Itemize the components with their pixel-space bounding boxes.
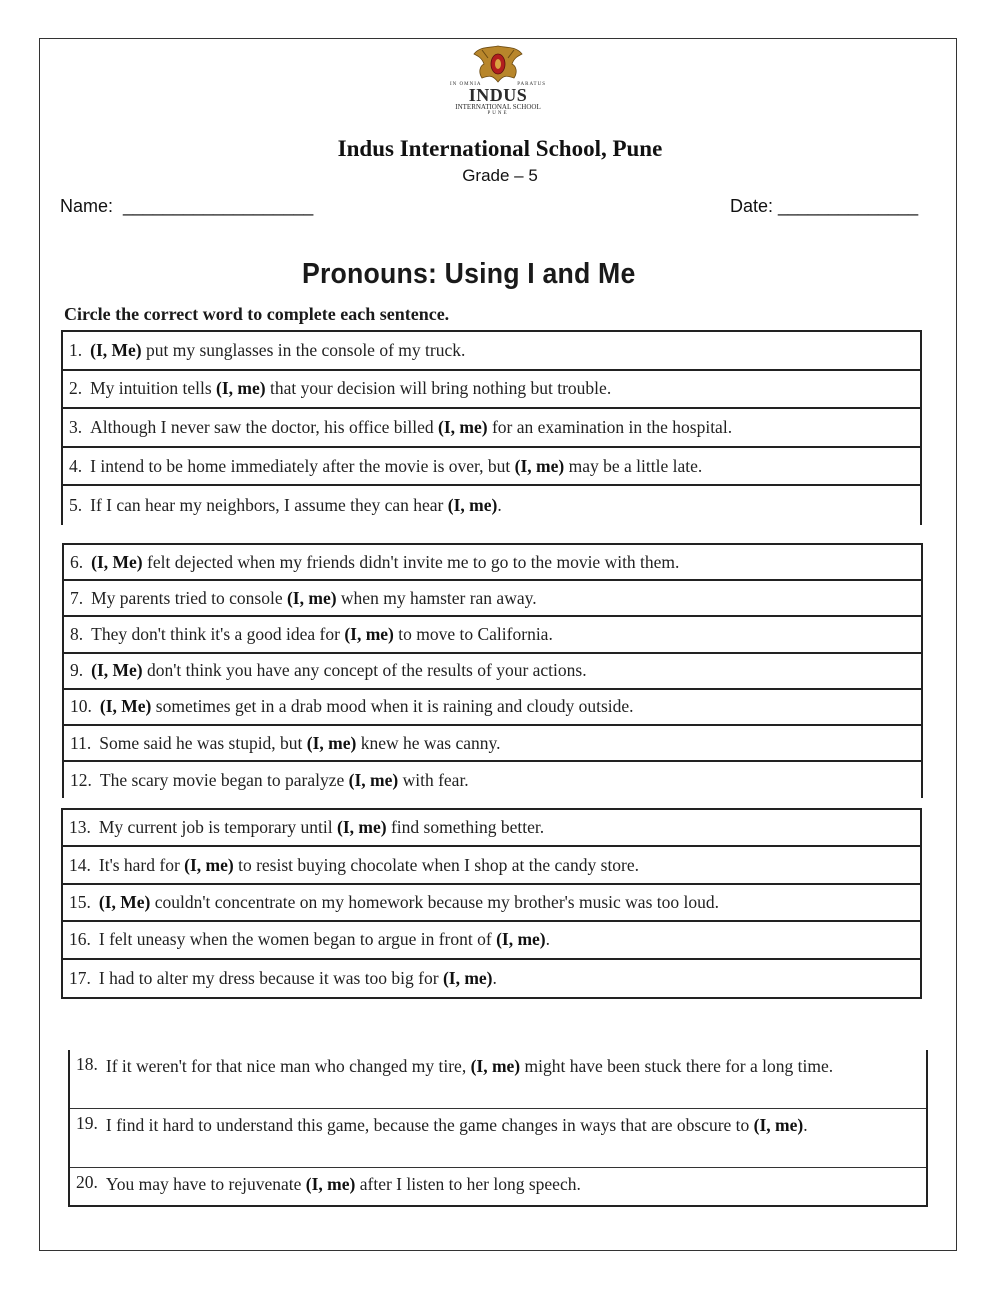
question-text-after: . <box>492 967 497 988</box>
question-text-before: Some said he was stupid, but <box>99 732 307 753</box>
question-row <box>63 922 920 959</box>
question-text-before: I find it hard to understand this game, because the game changes in ways that are obscure to <box>105 1115 754 1135</box>
question-text <box>99 817 544 838</box>
question-text <box>90 456 702 477</box>
logo-motto-right: PARATUS <box>517 82 546 87</box>
question-text-before: They don't think it's a good idea for <box>91 623 345 644</box>
worksheet-title: Pronouns: Using I and Me <box>302 258 636 290</box>
pronoun-choice[interactable]: (I, Me) <box>98 891 151 912</box>
question-number: 9. <box>70 660 84 681</box>
question-number: 17. <box>69 967 91 988</box>
question-text <box>106 1113 808 1137</box>
question-text <box>99 968 497 989</box>
question-text <box>90 417 732 438</box>
question-table-2 <box>62 543 923 798</box>
question-text <box>91 552 679 573</box>
school-crest-icon <box>468 44 528 84</box>
logo-brand-city: PUNE <box>487 111 509 116</box>
question-number: 1. <box>69 339 83 360</box>
date-field[interactable]: Date: ______________ <box>730 196 919 216</box>
question-text-before: If it weren't for that nice man who changed my tire, <box>105 1056 471 1076</box>
question-number: 16. <box>69 929 91 950</box>
pronoun-choice[interactable]: (I, Me) <box>90 339 142 360</box>
question-number: 18. <box>76 1054 98 1074</box>
pronoun-choice[interactable]: (I, me) <box>348 769 399 790</box>
question-number: 15. <box>69 891 91 912</box>
question-row <box>63 885 920 922</box>
question-text <box>99 929 550 950</box>
question-number: 19. <box>76 1113 98 1133</box>
question-number: 6. <box>70 551 84 572</box>
question-number: 5. <box>69 495 83 516</box>
question-text-before: I had to alter my dress because it was too big for <box>98 967 443 988</box>
question-row <box>64 581 921 617</box>
question-row <box>70 1168 926 1205</box>
question-number: 2. <box>69 378 83 399</box>
pronoun-choice[interactable]: (I, Me) <box>91 660 143 681</box>
pronoun-choice[interactable]: (I, me) <box>447 495 498 516</box>
question-number: 12. <box>70 769 92 790</box>
worksheet-instruction: Circle the correct word to complete each sentence. <box>64 304 450 324</box>
question-text <box>91 588 536 609</box>
question-text-before: I felt uneasy when the women began to argue in front of <box>98 929 497 950</box>
question-text-before: My current job is temporary until <box>98 817 338 838</box>
question-row <box>64 690 921 726</box>
pronoun-choice[interactable]: (I, me) <box>306 732 357 753</box>
question-row <box>63 847 920 884</box>
question-text-after: find something better. <box>386 817 545 838</box>
question-text <box>90 340 465 361</box>
question-row <box>70 1109 926 1168</box>
question-table-4 <box>68 1050 928 1207</box>
question-text-before: My intuition tells <box>90 378 217 399</box>
pronoun-choice[interactable]: (I, me) <box>438 416 488 437</box>
pronoun-choice[interactable]: (I, me) <box>753 1115 804 1135</box>
question-text-after: when my hamster ran away. <box>336 587 537 608</box>
pronoun-choice[interactable]: (I, me) <box>305 1174 356 1194</box>
question-text-before: The scary movie began to paralyze <box>99 769 349 790</box>
pronoun-choice[interactable]: (I, me) <box>216 378 266 399</box>
question-text-after: after I listen to her long speech. <box>355 1174 581 1194</box>
question-number: 3. <box>69 416 83 437</box>
question-text <box>99 855 639 876</box>
question-row <box>63 448 920 487</box>
question-number: 14. <box>69 854 91 875</box>
question-row <box>64 762 921 798</box>
question-text-after: put my sunglasses in the console of my truck. <box>141 339 466 360</box>
question-text <box>90 378 611 399</box>
question-text <box>99 733 500 754</box>
question-text-after: for an examination in the hospital. <box>487 416 733 437</box>
question-row <box>64 545 921 581</box>
question-number: 4. <box>69 455 83 476</box>
question-text-after: to resist buying chocolate when I shop at the candy store. <box>233 854 640 875</box>
school-title: Indus International School, Pune <box>337 136 663 161</box>
question-row <box>64 726 921 762</box>
question-text-before: If I can hear my neighbors, I assume they can hear <box>90 495 448 516</box>
question-text-after: . <box>497 495 502 516</box>
question-text-after: may be a little late. <box>564 455 703 476</box>
logo-brand: INDUS <box>468 85 528 105</box>
pronoun-choice[interactable]: (I, me) <box>286 587 337 608</box>
question-text-after: might have been stuck there for a long time. <box>520 1056 834 1076</box>
question-text-after: to move to California. <box>393 623 553 644</box>
pronoun-choice[interactable]: (I, me) <box>344 623 394 644</box>
pronoun-choice[interactable]: (I, me) <box>514 455 565 476</box>
question-number: 8. <box>70 623 84 644</box>
question-text-after: sometimes get in a drab mood when it is raining and cloudy outside. <box>151 696 634 717</box>
question-row <box>63 332 920 371</box>
question-text-after: . <box>545 929 551 950</box>
question-text-after: that your decision will bring nothing but trouble. <box>265 378 612 399</box>
question-row <box>64 617 921 653</box>
question-text <box>91 660 586 681</box>
question-text-after: couldn't concentrate on my homework because my brother's music was too loud. <box>150 891 719 912</box>
question-table-1 <box>61 330 922 525</box>
pronoun-choice[interactable]: (I, me) <box>442 967 493 988</box>
logo-brand-sub: INTERNATIONAL SCHOOL <box>455 103 541 111</box>
question-text <box>99 892 719 913</box>
question-text <box>100 770 469 791</box>
grade-label: Grade – 5 <box>462 166 538 185</box>
question-row <box>63 371 920 410</box>
question-text-before: It's hard for <box>98 854 185 875</box>
question-text-before: I intend to be home immediately after the movie is over, but <box>90 455 515 476</box>
question-text-after: don't think you have any concept of the results of your actions. <box>142 660 587 681</box>
question-number: 11. <box>70 732 92 753</box>
pronoun-choice[interactable]: (I, me) <box>337 817 387 838</box>
question-text-after: felt dejected when my friends didn't invite me to go to the movie with them. <box>142 551 680 572</box>
question-text <box>91 624 553 645</box>
question-text-after: . <box>803 1115 808 1135</box>
question-text <box>100 696 634 717</box>
question-text-before: Although I never saw the doctor, his office billed <box>90 416 439 437</box>
pronoun-choice[interactable]: (I, me) <box>184 854 234 875</box>
question-text-after: with fear. <box>398 769 469 790</box>
pronoun-choice[interactable]: (I, Me) <box>91 551 143 572</box>
question-text <box>106 1172 581 1196</box>
question-row <box>63 810 920 847</box>
question-row <box>63 486 920 525</box>
pronoun-choice[interactable]: (I, me) <box>470 1056 521 1076</box>
pronoun-choice[interactable]: (I, me) <box>496 929 546 950</box>
question-text <box>106 1054 833 1078</box>
question-number: 13. <box>69 817 91 838</box>
name-field[interactable]: Name: ___________________ <box>60 196 314 216</box>
pronoun-choice[interactable]: (I, Me) <box>99 696 152 717</box>
question-row <box>64 654 921 690</box>
question-row <box>70 1050 926 1109</box>
question-number: 7. <box>70 587 84 608</box>
question-row <box>63 960 920 997</box>
question-text-before: My parents tried to console <box>91 587 287 608</box>
school-logo <box>446 44 550 132</box>
question-text-after: knew he was canny. <box>356 732 501 753</box>
question-number: 20. <box>76 1172 98 1192</box>
question-row <box>63 409 920 448</box>
question-number: 10. <box>70 696 92 717</box>
question-text <box>90 495 502 516</box>
question-text-before: You may have to rejuvenate <box>105 1174 306 1194</box>
logo-motto-left: IN OMNIA <box>450 82 482 87</box>
question-table-3 <box>61 808 922 999</box>
